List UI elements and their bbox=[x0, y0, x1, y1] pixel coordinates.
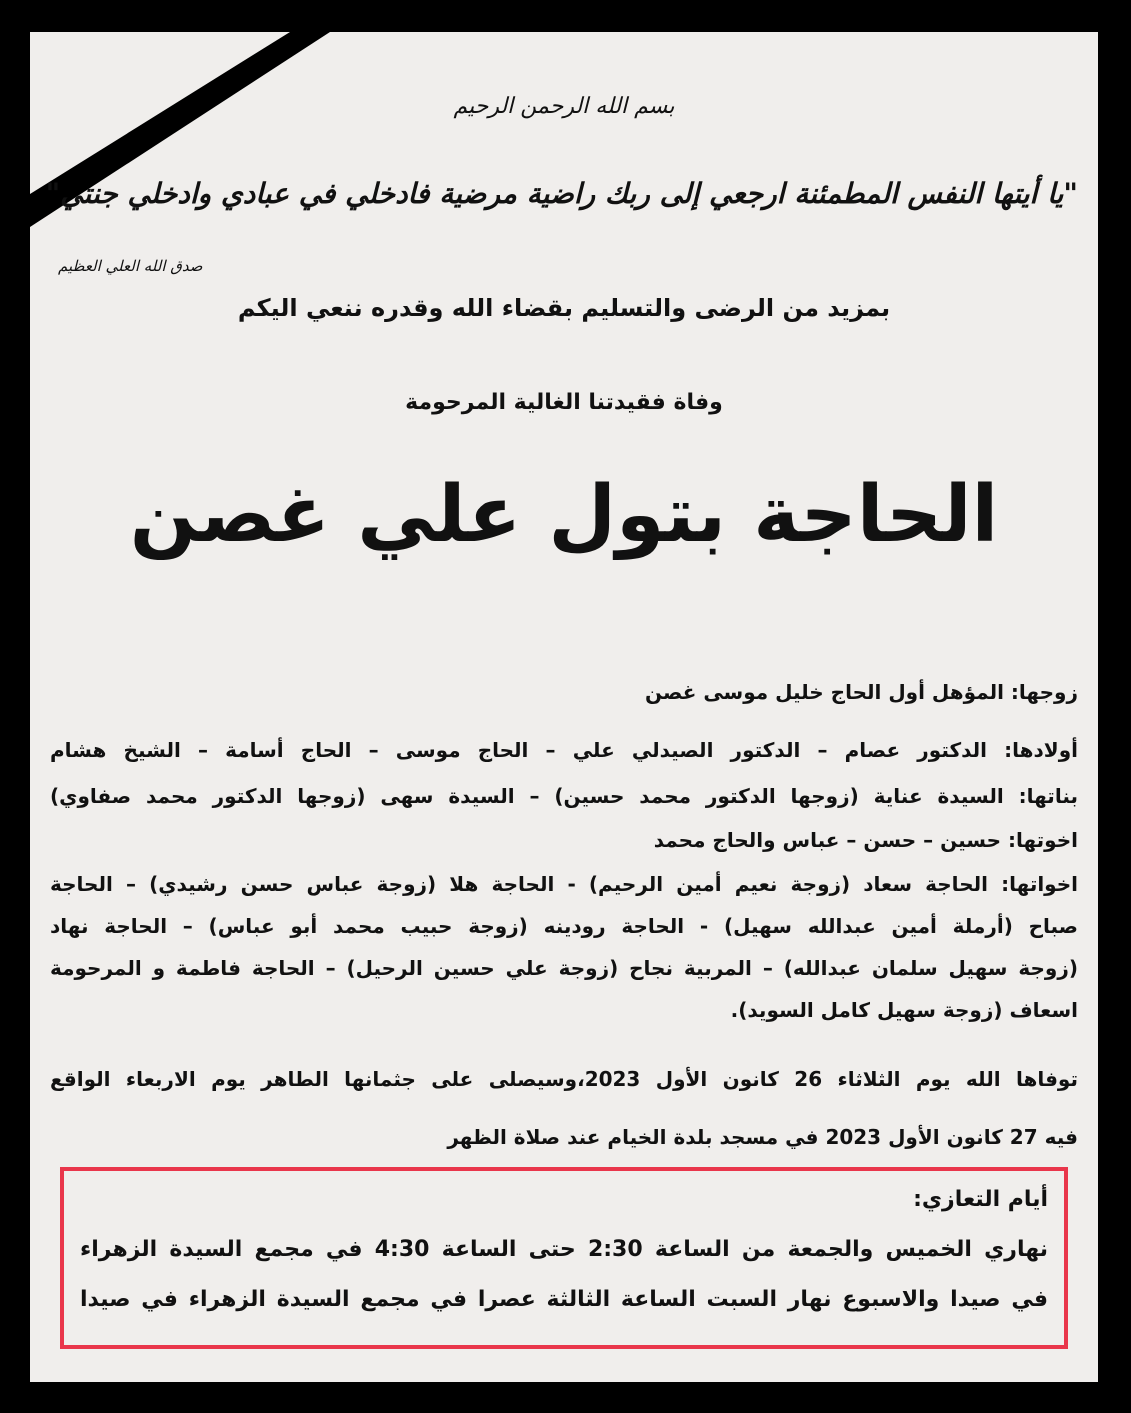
deceased-name: الحاجة بتول علي غصن bbox=[129, 470, 999, 560]
quran-verse: "يا أيتها النفس المطمئنة ارجعي إلى ربك راضية مرضية فادخلي في عبادي وادخلي جنتي" bbox=[45, 177, 1078, 210]
basmala: بسم الله الرحمن الرحيم bbox=[453, 94, 675, 119]
sisters-line-2: صباح (أرملة أمين عبدالله سهيل) - الحاجة رودينه (زوجة حبيب محمد أبو عباس) – الحاجة نهاد bbox=[50, 914, 1078, 938]
condolence-box bbox=[60, 1167, 1068, 1349]
intro-line: بمزيد من الرضى والتسليم بقضاء الله وقدره ننعي اليكم bbox=[237, 294, 891, 322]
daughters-line: بناتها: السيدة عناية (زوجها الدكتور محمد حسين) – السيدة سهى (زوجها الدكتور محمد صفاوي) bbox=[50, 784, 1078, 808]
funeral-line-1: توفاها الله يوم الثلاثاء 26 كانون الأول 2023،وسيصلى على جثمانها الطاهر يوم الاربعاء الواقع bbox=[50, 1067, 1078, 1091]
brothers-line: اخوتها: حسين – حسن – عباس والحاج محمد bbox=[653, 828, 1078, 852]
husband-line: زوجها: المؤهل أول الحاج خليل موسى غصن bbox=[644, 680, 1078, 704]
sisters-line-3: (زوجة سهيل سلمان عبدالله) – المربية نجاح (زوجة علي حسين الرحيل) – الحاجة فاطمة و المرحومة bbox=[50, 956, 1078, 980]
condolence-line-1: نهاري الخميس والجمعة من الساعة 2:30 حتى الساعة 4:30 في مجمع السيدة الزهراء bbox=[80, 1237, 1049, 1262]
obituary-paper bbox=[30, 32, 1098, 1382]
death-line: وفاة فقيدتنا الغالية المرحومة bbox=[405, 390, 723, 415]
condolence-line-2: في صيدا والاسبوع نهار السبت الساعة الثالثة عصرا في مجمع السيدة الزهراء في صيدا bbox=[80, 1287, 1048, 1312]
sons-line: أولادها: الدكتور عصام – الدكتور الصيدلي علي – الحاج موسى – الحاج أسامة – الشيخ هشام bbox=[50, 738, 1078, 762]
sisters-line-1: اخواتها: الحاجة سعاد (زوجة نعيم أمين الرحيم) - الحاجة هلا (زوجة عباس حسن رشيدي) – الحاجة bbox=[50, 872, 1078, 896]
sisters-line-4: اسعاف (زوجة سهيل كامل السويد). bbox=[730, 998, 1078, 1022]
condolence-heading: أيام التعازي: bbox=[913, 1187, 1048, 1212]
sadaqa-signature: صدق الله العلي العظيم bbox=[58, 257, 203, 275]
funeral-line-2: فيه 27 كانون الأول 2023 في مسجد بلدة الخيام عند صلاة الظهر bbox=[447, 1125, 1078, 1149]
mourning-ribbon-icon bbox=[30, 32, 1098, 292]
